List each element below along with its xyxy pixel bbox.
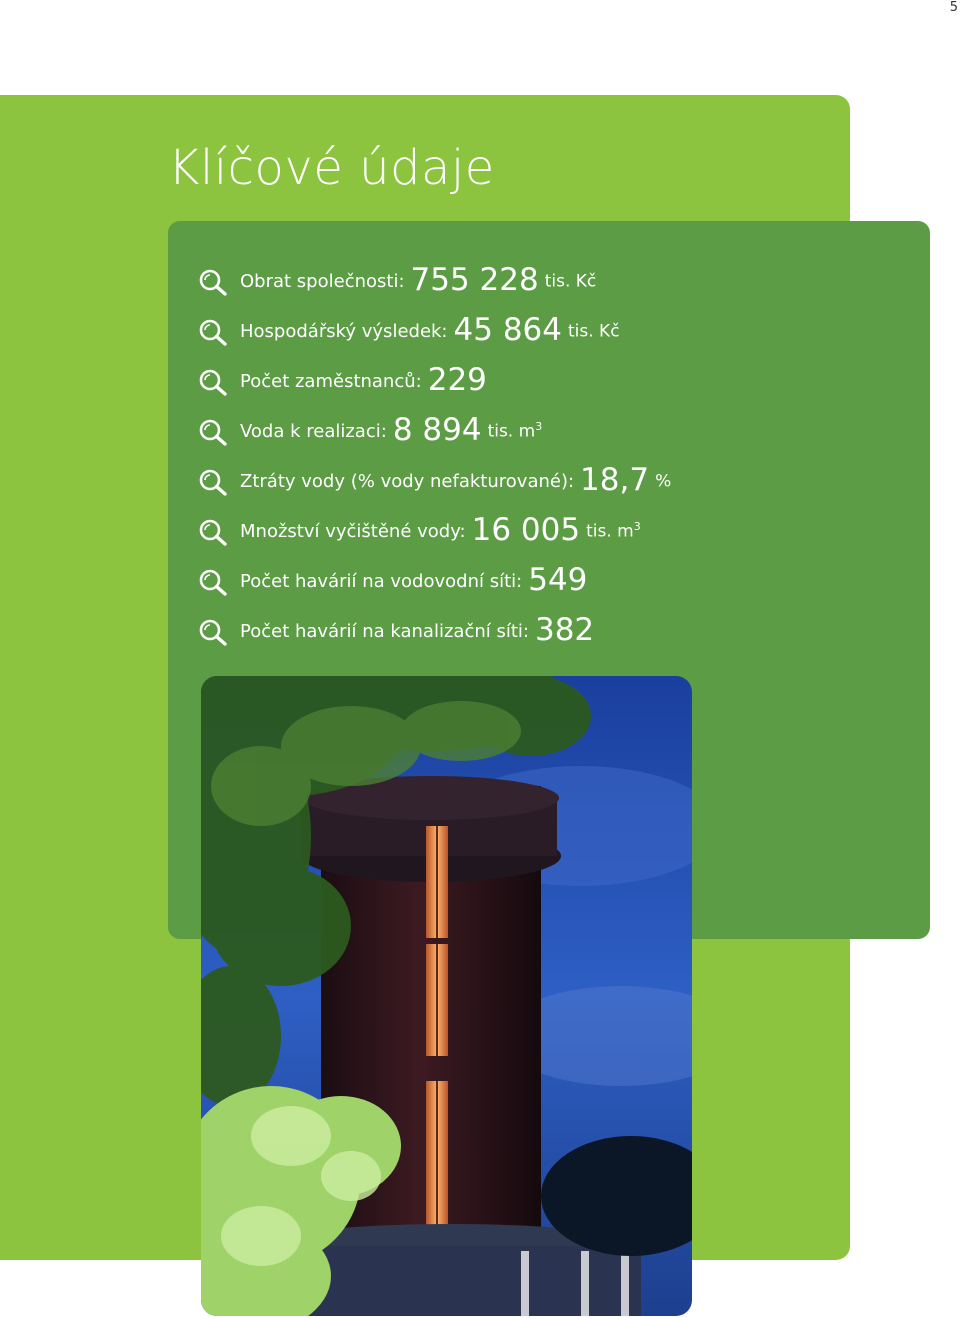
fact-water-network-failures xyxy=(198,546,671,596)
fact-water-sold xyxy=(198,396,671,446)
fact-label: Množství vyčištěné vody: xyxy=(240,521,466,542)
fact-revenue xyxy=(198,246,671,296)
fact-unit: tis. $m^3$ xyxy=(487,420,543,442)
magnifier-icon xyxy=(198,518,228,548)
water-tower-photo xyxy=(201,676,692,1316)
magnifier-icon xyxy=(198,268,228,298)
fact-label: Ztráty vody (% vody nefakturované): xyxy=(240,471,575,492)
page-number: 5 xyxy=(949,0,958,15)
key-facts-list xyxy=(198,246,671,646)
fact-unit: tis. $m^3$ xyxy=(586,520,641,542)
fact-value: 16 005 xyxy=(471,512,581,548)
fact-employees xyxy=(198,346,671,396)
fact-label: Počet havárií na vodovodní síti: xyxy=(240,571,523,592)
magnifier-icon xyxy=(198,368,228,398)
fact-value: 45 864 xyxy=(453,312,562,348)
magnifier-icon xyxy=(198,468,228,498)
fact-label: Počet havárií na kanalizační síti: xyxy=(240,621,529,642)
fact-value: 18,7 xyxy=(580,462,650,498)
fact-label: Voda k realizaci: xyxy=(240,421,387,442)
fact-value: 755 228 xyxy=(410,262,539,298)
water-tower-illustration xyxy=(201,676,692,1316)
fact-unit: % xyxy=(655,472,672,492)
page-title: Klíčové údaje xyxy=(168,140,495,196)
fact-value: 8 894 xyxy=(392,412,482,448)
fact-unit: tis. Kč xyxy=(568,322,620,342)
fact-water-losses xyxy=(198,446,671,496)
fact-sewer-network-failures xyxy=(198,596,671,646)
fact-treated-water xyxy=(198,496,671,546)
fact-profit xyxy=(198,296,671,346)
fact-label: Hospodářský výsledek: xyxy=(240,321,448,342)
magnifier-icon xyxy=(198,568,228,598)
fact-value: 382 xyxy=(534,612,595,648)
magnifier-icon xyxy=(198,418,228,448)
fact-value: 229 xyxy=(427,362,487,398)
fact-value: 549 xyxy=(528,562,588,598)
fact-unit: tis. Kč xyxy=(544,272,597,292)
magnifier-icon xyxy=(198,318,228,348)
fact-label: Obrat společnosti: xyxy=(240,271,405,292)
fact-label: Počet zaměstnanců: xyxy=(240,371,422,392)
magnifier-icon xyxy=(198,618,228,648)
